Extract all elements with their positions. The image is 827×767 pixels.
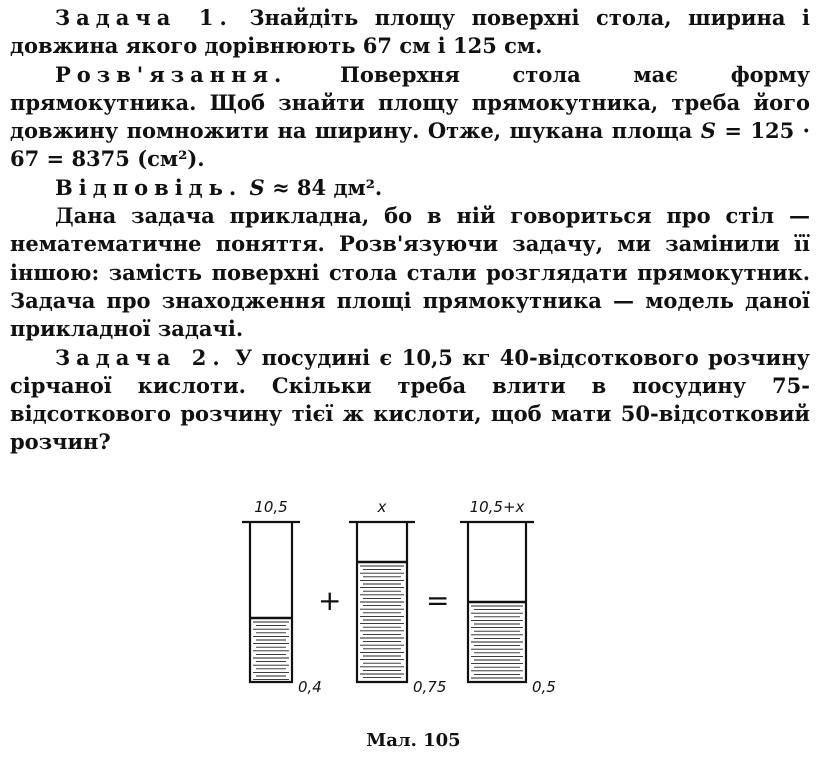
- answer-label: Відповідь.: [55, 174, 243, 200]
- task2-text: У посудині є 10,5 кг 40-відсоткового розчину сірчаної кислоти. Скільки треба влити в посудину 75-відсоткового розчину тієї ж кислоти, щоб мати 50-відсотковий розчин?: [10, 344, 811, 455]
- solution-text: Поверхня стола має форму прямокутника. Щоб знайти площу прямокутника, треба його довжину помножити на ширину. Отже, шукана площа: [10, 61, 811, 144]
- vessels-layer: [242, 498, 556, 696]
- explanation-paragraph: [10, 202, 810, 343]
- vessel-1-liquid: [250, 618, 292, 680]
- answer-paragraph: [10, 174, 810, 202]
- text-block: [10, 4, 810, 457]
- task2-label: Задача 2.: [55, 344, 226, 370]
- task1-text: Знайдіть площу поверхні стола, ширина і довжина якого дорівнюють 67 см і 125 см.: [10, 5, 810, 59]
- task2-paragraph: [10, 344, 810, 457]
- vessel-2-bottom-label: 0,75: [413, 678, 447, 696]
- solution-label: Розв'язання.: [55, 61, 288, 87]
- task1-paragraph: [10, 4, 810, 61]
- vessel-2-liquid: [357, 562, 407, 678]
- vessel-1-top-label: 10,5: [254, 498, 288, 516]
- plus-sign: +: [318, 584, 342, 617]
- vessel-1: [242, 498, 322, 696]
- answer-text: ≈ 84 дм².: [264, 174, 383, 200]
- figure-caption: Мал. 105: [366, 730, 461, 751]
- solution-formula-var: S: [700, 118, 716, 144]
- solution-formula: = 125 · 67 = 8375 (см²).: [10, 118, 810, 172]
- answer-var: S: [249, 174, 265, 200]
- vessel-2-top-label: x: [377, 498, 387, 516]
- vessel-1-bottom-label: 0,4: [298, 678, 322, 696]
- task1-label: Задача 1.: [55, 5, 233, 30]
- vessel-3-bottom-label: 0,5: [532, 678, 556, 696]
- equals-sign: =: [426, 584, 450, 617]
- vessel-3-liquid: [468, 602, 526, 678]
- vessels-figure: [0, 492, 827, 722]
- vessel-3: [460, 498, 556, 696]
- vessel-3-top-label: 10,5+x: [469, 498, 525, 516]
- explanation-text: Дана задача прикладна, бо в ній говориться про стіл — нематематичне поняття. Розв'язуючи задачу, ми замінили її іншою: замість поверхні стола стали розглядати прямокутник. Задача про знаходження площі прямокутника — модель даної прикладної задачі.: [10, 203, 810, 342]
- solution-paragraph: [10, 61, 810, 174]
